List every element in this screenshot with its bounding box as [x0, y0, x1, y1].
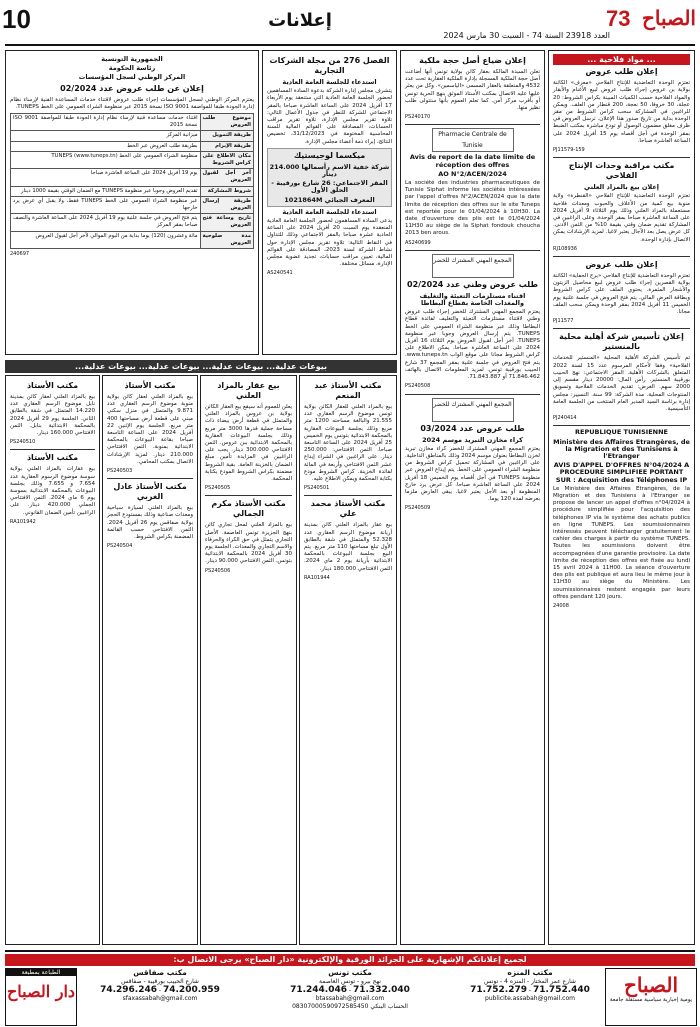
footer-logo-name: الصباح — [623, 973, 679, 997]
agri-notice3-title: إعلان طلب عروض — [585, 260, 658, 270]
office1-phone: 71.752.440 — [532, 985, 590, 995]
judicial-a2-body: بيع عقار بالمزاد العلني كائن بمدينة أريانة موضوع الرسم العقاري عدد 52.328 والمتمثل في شقة بالطابق الأول تبلغ مساحتها 110 متر مربع. يتم البيع بجلسة البيوعات بالمحكمة الابتدائية بأريانة يوم 2 ماي 2024. الثمن الافتتاحي 180.000 دينار. — [304, 522, 392, 572]
assembly2-title: استدعاء للجلسة العامة العادية — [282, 207, 377, 216]
rne-table-row — [11, 131, 254, 141]
gil-tender1-body: يعتزم المجمع المهني المشترك للخضر إجراء طلب عروض وطني لاقتناء مستلزمات التعبئة والتغليف لفائدة قطاع البطاطا وذلك عبر منظومة الشراء العمومي على الخط TUNEPS. يتم إرسال العروض وجوبا عبر منظومة TUNEPS. آخر أجل لقبول العروض يوم الثلاثاء 16 أفريل 2024 على الساعة العاشرة صباحا. يمكن الاطلاع على كراس الشروط مجانا على موقع الواب www.tuneps.tn. يتم فتح العروض في جلسة علنية بمقر المجمع 37 شارع الحبيب بورقيبة تونس. لمزيد المعلومات الاتصال بالهاتف 71.846.462 أو 71.843.887. — [405, 309, 540, 381]
rne-org: المركز الوطني لسجل المؤسسات — [78, 73, 186, 82]
judicial-c-body: بيع بالمزاد العلني لعقار كائن بولاية منوبة موضوع الرسم العقاري عدد 9.871 والمتمثل في منزل سكني مبني على قطعة أرض مساحتها 400 متر مربع. الجلسة يوم الإثنين 22 أفريل 2024 على الساعة التاسعة صباحا بقاعة البيوعات بالمحكمة الابتدائية بمنوبة. الثمن الافتتاحي 210.000 دينار. لمزيد الإرشادات الاتصال بمكتب المحامي. — [107, 394, 194, 465]
agri-notice2-title: مكتب مراقبة وحدات الإنتاج الفلاحي — [568, 161, 675, 181]
judicial-col-d — [5, 375, 100, 945]
rne-table-row — [11, 196, 254, 213]
rne-table-row — [11, 214, 254, 231]
rne-table-row — [11, 114, 254, 131]
rne-row-value: اقتناء خدمات مساعدة فنية لإرساء نظام إدارة الجودة طبقا للمواصفة ISO 9001 نسخة 2015 — [11, 114, 201, 131]
agri-notice3-ref: PJ11577 — [553, 318, 574, 325]
office1-email[interactable]: publicite.assabah@gmail.com — [485, 995, 575, 1002]
agri-notice1-ref: PJ11579-159 — [553, 147, 585, 154]
siphat-body: La société des industries pharmaceutiques de Tunisie Siphat informe les sociétés intéressées par l'appel d'offres N°2/ACEN/2024 que la date limite de réception des offres sur le site Tuneps est reportée pour le 01/04/2024 à 10H30. La date d'ouverture des plis est le 01/04/2024 11H30 au siège de la Siphat fondouk choucha 2013 ben arous. — [405, 180, 540, 237]
divider — [553, 256, 690, 257]
office1-name: مكتب المنزه — [507, 969, 553, 977]
rne-row-key: مكان الاطلاع على كراس الشروط — [200, 151, 253, 168]
assembly2-ref: AS240541 — [267, 270, 293, 277]
agri-notice2-ref: RJ108936 — [553, 245, 578, 252]
page-number: 10 — [2, 4, 31, 34]
rne-row-value: يتم فتح العروض في جلسة علنية يوم 19 أفريل 2024 على الساعة العاشرة والنصف صباحا بمقر المركز — [11, 214, 201, 231]
divider — [107, 478, 193, 479]
office3-fax: 74.296.246 — [100, 985, 157, 995]
ministry-notice — [553, 429, 690, 610]
rne-row-key: آخر أجل لقبول العروض — [200, 169, 253, 186]
office3-name: مكتب صفاقس — [133, 969, 187, 977]
column-assembly — [262, 50, 397, 355]
judicial-col-b — [200, 375, 297, 945]
column-tenders — [400, 50, 545, 945]
rne-table-row — [11, 151, 254, 168]
page-footer — [5, 950, 695, 1023]
footer-print-logo — [5, 968, 77, 1026]
judicial-c2-ref: PS240504 — [107, 543, 133, 550]
footer-print-name: دار الصباح — [6, 982, 76, 1001]
agri-notice2-body: تعتزم الوحدة التعاضدية للإنتاج الفلاحي «القنطرة» ولاية منوبة بيع كمية من الأعلاف والحبوب ومعدات فلاحية مستعملة بالمزاد العلني وذلك يوم الثلاثاء 9 أفريل 2024 على الساعة العاشرة صباحا بمقر الوحدة. وعلى الراغبين في المشاركة تقديم ضمان وقتي بقيمة 10% من الثمن الأدنى. كل عرض يصل بعد الآجال يعتبر لاغيا. لمزيد الإرشادات يمكن الاتصال بإدارة الوحدة. — [553, 193, 690, 243]
rne-table-row — [11, 141, 254, 151]
association-notice-title: إعلان تأسيس شركة أهلية محلية بالمنستير — [559, 332, 684, 352]
judicial-d2-title: مكتب الأستاذ — [26, 453, 79, 463]
ministry-title: Ministère des Affaires Etrangères, de la Migration et des Tunisiens à l'Etranger — [553, 437, 690, 460]
judicial-d2-ref: RA101942 — [10, 518, 36, 525]
judicial-d-title: مكتب الأستاذ — [26, 381, 79, 390]
judicial-a2-title: مكتب الأستاذ محمد علي — [310, 499, 386, 519]
divider — [553, 425, 690, 426]
association-notice-body: تم تأسيس الشركة الأهلية المحلية «المنستير للخدمات الفلاحية» وفقا لأحكام المرسوم عدد 15 لسنة 2022 المتعلق بالشركات الأهلية. المقر الاجتماعي: نهج الحبيب بورقيبة المنستير. رأس المال: 20000 دينار مقسم إلى 2000 سهم. الغرض: تقديم الخدمات الفلاحية وتسويق المنتوجات المحلية. مدة الشركة: 99 سنة. التسيير: مجلس إدارة برئاسة السيد المدير العام المنتخب من الجلسة العامة التأسيسية. — [553, 355, 691, 412]
assembly-body: يتشرف مجلس إدارة الشركة بدعوة السادة المساهمين لحضور الجلسة العامة العادية التي ستنعقد يوم الأربعاء 17 أفريل 2024 على الساعة العاشرة صباحا بالمقر الاجتماعي للشركة للنظر في جدول الأعمال التالي: تلاوة تقرير مجلس الإدارة، تلاوة تقرير مراقب الحسابات، المصادقة على القوائم المالية للسنة المحاسبية المختومة في 31/12/2023، تخصيص النتائج، إبراء ذمة أعضاء مجلس الإدارة. — [267, 88, 392, 145]
assembly-sub: استدعاء للجلسة العامة العادية — [282, 78, 377, 86]
footer-logo-tagline: يومية إخبارية سياسية مستقلة جامعة — [609, 997, 693, 1003]
rne-row-value: تقديم العروض وجوبا عبر منظومة TUNEPS مع الضمان الوقتي بقيمة 1000 دينار — [11, 186, 201, 196]
rne-title: إعلان عن طلب عروض عدد 02/2024 — [60, 83, 204, 93]
bank-account: الحساب البنكي 08307000590972585450 — [292, 1003, 408, 1010]
lost-deed-body: تعلن السيدة المالكة بعقار كائن بولاية تونس أنها أضاعت أصل حجة الملكية المسجلة بإدارة الملكية العقارية تحت عدد 4532 والمتعلقة بالعقار المسمى «الياسمين». وكل من يعثر عليها عليه الاتصال بمكتب الأستاذ الموثق بنهج الحرية تونس أو بأقرب مركز أمن. كما تعلم العموم بأنها ستتولى طلب نظير منها. — [405, 69, 540, 112]
company-address: المقر الاجتماعي: 26 شارع بورقيبة - الحلق الأول — [271, 179, 388, 195]
siphat-title: Avis de report de la date limite de réception des offres — [409, 153, 536, 169]
office1-address: شارع عمر المختار - المنزه 4 - تونس — [484, 978, 576, 985]
office3-address: شارع الحبيب بورقيبة - صفاقس — [121, 978, 199, 985]
agri-notice1-title: إعلان طلب عروض — [585, 67, 658, 77]
divider — [10, 449, 95, 450]
company-meta: شركة خفية الاسم رأسمالها 214.000 دينار — [269, 162, 390, 179]
judicial-b-ref: PS240505 — [205, 485, 231, 492]
judicial-band — [5, 360, 397, 372]
agri-notice3-body: تعتزم الوحدة التعاضدية للإنتاج الفلاحي «برج الحفاية» الكائنة بولاية القصرين إجراء طلب عروض لبيع محاصيل الزيتون والأشجار المثمرة. يحتوي الملف على كراس الشروط وبطاقة العرض المالي. يتم فتح العروض في جلسة علنية يوم الخميس 11 أفريل 2024 بمقر الوحدة ويمكن سحب الملف مجانا. — [553, 273, 691, 316]
rne-intro: يعتزم المركز الوطني لسجل المؤسسات إجراء طلب عروض لاقتناء خدمات المساعدة الفنية لإرساء نظام إدارة الجودة طبقا للمواصفة ISO 9001 نسخة 2015 عبر منظومة الشراء العمومي على الخط TUNEPS. — [10, 96, 254, 110]
rne-row-value: منظومة الشراء العمومي على الخط TUNEPS (www.tuneps.tn) — [11, 151, 201, 168]
rne-row-value: ميزانية المركز — [11, 131, 201, 141]
rne-table — [10, 113, 254, 249]
judicial-col-c — [102, 375, 198, 945]
rne-row-key: مدة صلوحية العروض — [200, 231, 253, 248]
office2-phone: 71.332.040 — [352, 985, 410, 995]
office3-phone: 74.200.959 — [162, 985, 220, 995]
office2-address: نهج بيرو - تونس العاصمة — [319, 978, 381, 985]
divider — [304, 495, 392, 496]
gil-tender2-sub: كراء مخازن التبريد موسم 2024 — [422, 435, 523, 444]
rne-row-key: طريقة الإبرام — [200, 141, 253, 151]
office2-name: مكتب تونس — [328, 969, 372, 977]
siphat-ref: AS240699 — [405, 239, 431, 246]
judicial-c2-body: بيع بالمزاد العلني لسيارة سياحية ومعدات صناعية وذلك بمستودع الحجز بولاية صفاقس يوم 26 أفريل 2024. الثمن الافتتاحي حسب القائمة المضمنة بكراس الشروط. — [107, 505, 194, 541]
rne-table-row — [11, 186, 254, 196]
judicial-d-body: بيع بالمزاد العلني لعقار كائن بمدينة نابل موضوع الرسم العقاري عدد 14.220 المتمثل في شقة بالطابق الثاني. الجلسة يوم 29 أفريل 2024 بالمحكمة الابتدائية بنابل. الثمن الافتتاحي 160.000 دينار. — [10, 394, 95, 437]
rne-row-value: بطريقة طلب العروض عبر الخط — [11, 141, 201, 151]
rne-row-key: موضوع طلب العروض — [200, 114, 253, 131]
divider — [553, 328, 690, 329]
judicial-c-ref: PS240503 — [107, 468, 133, 475]
footer-print-tagline: الطباعة بمطبعة — [6, 969, 76, 976]
rne-row-value: عبر منظومة الشراء العمومي على الخط TUNEPS فقط، ولا يقبل أي عرض يرد خارجها — [11, 196, 201, 213]
judicial-c2-title: مكتب الأستاذ عادل الغربي — [113, 482, 187, 502]
divider — [553, 157, 690, 158]
siphat-sub: AO N°2/ACEN/2024 — [438, 169, 507, 178]
office2-fax: 71.244.046 — [290, 985, 347, 995]
association-notice-ref: PJ240414 — [553, 415, 577, 422]
rne-row-value: مائة وعشرون (120) يوما بداية من اليوم الموالي لآخر أجل لقبول العروض — [11, 231, 201, 248]
gil-tender2-ref: PS240509 — [405, 505, 431, 512]
siphat-logo: Pharmacie Centrale de Tunisie — [432, 128, 514, 152]
lost-deed-ref: PS240170 — [405, 114, 431, 121]
judicial-b2-ref: PS240506 — [205, 567, 231, 574]
masthead-logo-text: الصباح — [641, 6, 696, 30]
footer-band: لجميع إعلاناتكم الإشهارية على الجرائد الورقية والإلكترونية «دار الصباح» يرجى الاتصال ب: — [5, 954, 695, 966]
ministry-body: Le Ministère des Affaires Etrangères, de la Migration et des Tunisiens à l'Etranger se propose de lancer un appel d'offres n°04/2024 à procédure simplifiée pour l'acquisition des téléphones IP via le système des achats publics en ligne TUNEPS. Les soumissionnaires intéressés peuvent télécharger gratuitement le cahier des charges à partir du système TUNEPS. Toutes les soumissions doivent être accompagnées d'une garantie provisoire. La date limite de réception des offres est fixée au lundi 15 avril 2024 à 11H00. La séance d'ouverture des plis est publique et aura lieu le même jour à 11H30 au siège du Ministère. Les soumissionnaires restent engagés par leurs offres pendant 120 jours. — [553, 485, 690, 600]
company-box — [267, 148, 392, 207]
judicial-b2-title: مكتب الأستاذ مكرم الجمالي — [211, 499, 286, 519]
office1-fax: 71.752.279 — [470, 985, 527, 995]
ministry-header: REPUBLIQUE TUNISIENNE — [575, 428, 668, 437]
judicial-a-body: بيع بالمزاد العلني للعقار الكائن بولاية تونس موضوع الرسم العقاري عدد 21.555 والبالغة مساحته 1200 متر مربع وذلك بجلسة البيوعات العقارية بالمحكمة الابتدائية بتونس يوم الخميس 25 أفريل 2024 على الساعة التاسعة صباحا. الثمن الافتتاحي: 250.000 دينار. على الراغبين في الشراء إيداع عشر الثمن الافتتاحي وأربعة في المائة لفائدة الخزينة. كراس الشروط مودع بكتابة المحكمة ويمكن الاطلاع عليه. — [304, 404, 393, 483]
judicial-col-a — [299, 375, 397, 945]
judicial-a-ref: PS240501 — [304, 485, 330, 492]
rne-table-row — [11, 231, 254, 248]
ministry-ref: 24008 — [553, 602, 569, 609]
divider — [205, 495, 292, 496]
gil-tender1-ref: PS240508 — [405, 383, 431, 390]
column-agri-notices — [548, 50, 695, 945]
gil-tender2-title: طلب عروض عدد 03/2024 — [420, 423, 525, 433]
gil-logo-2: المجمع المهني المشترك للخضر — [432, 398, 514, 422]
masthead-logo — [606, 6, 696, 36]
agri-notice1-body: تعتزم الوحدة التعاضدية للإنتاج الفلاحي «معرف» الكائنة بولاية بن عروس إجراء طلب عروض لبيع الأغنام والأبقار والمواد الفلاحية حسب الكميات المبينة بكراس الشروط: 20 عجلة، 30 خروفا، 50 نعجة، 200 قنطار من العلف. ويمكن للراغبين في المشاركة سحب كراس الشروط من مقر الوحدة بداية من تاريخ صدور هذا الإعلان. ترسل العروض في ظرف مغلق مضمون الوصول أو تودع مباشرة بمكتب الضبط بمقر الوحدة في أجل أقصاه يوم 15 أفريل 2024 على الساعة العاشرة صباحا. — [553, 80, 690, 144]
rne-header: الجمهورية التونسية — [101, 55, 163, 63]
siphat-notice — [405, 154, 540, 246]
lost-deed-title: إعلان ضياع أصل حجة ملكية — [419, 56, 526, 65]
rne-row-key: شروط المشاركة — [200, 186, 253, 196]
company-rc: المعرف الجبائي 1021864M — [284, 195, 375, 204]
divider — [405, 124, 540, 125]
rne-ref: 240697 — [10, 251, 30, 258]
issue-line: العدد 23918 السنة 74 - السبت 30 مارس 2024 — [443, 31, 610, 40]
agri-band: ... مواد فلاحية ... — [553, 54, 690, 65]
judicial-b-title: بيع عقار بالمزاد العلني — [217, 381, 280, 400]
gil-tender1-sub: اقتناء مستلزمات التعبئة والتغليف والمعدات الخاصة بقطاع البطاطا — [419, 291, 526, 308]
judicial-a2-ref: RA101944 — [304, 574, 330, 581]
judicial-b-body: يعلن للعموم أنه سيقع بيع العقار الكائن بولاية بن عروس بالمزاد العلني والمتمثل في قطعة أرض بيضاء ذات مساحة جملية قدرها 3000 متر مربع وذلك بجلسة البيوعات العقارية بالمحكمة الابتدائية ببن عروس. الثمن الافتتاحي 300.000 دينار. يجب على الراغبين في المزايدة تأمين مبلغ الضمان بالخزينة العامة. بقية الشروط مضمنة بكراس الشروط المودع بكتابة المحكمة. — [205, 404, 292, 483]
section-title: إعلانات — [268, 10, 332, 31]
ministry-sub: AVIS D'APPEL D'OFFRES N°04/2024 A PROCEDURE SIMPLIFIEE PORTANT SUR : Acquisition des Téléphones IP — [553, 461, 690, 484]
rne-header2: رئاسة الحكومة — [108, 64, 156, 73]
rne-row-value: يوم 19 أفريل 2024 على الساعة العاشرة صباحا — [11, 169, 201, 186]
office-sfax: مكتب صفاقس شارع الحبيب بورقيبة - صفاقس 74.200.959 - 74.296.246 sfaxassabah@gmail.com — [100, 969, 220, 1002]
judicial-b2-body: بيع بالمزاد العلني لمحل تجاري كائن بنهج الجزيرة تونس العاصمة. الأصل التجاري يتمثل في حق الكراء والحرفاء والاسم التجاري والمعدات. الجلسة يوم 30 أفريل 2024 بالمحكمة الابتدائية بتونس. الثمن الافتتاحي 90.000 دينار. — [205, 522, 293, 565]
divider — [405, 394, 540, 395]
assembly2-body: يدعى السادة المساهمون لحضور الجلسة العامة العادية المنعقدة يوم السبت 20 أفريل 2024 على الساعة الحادية عشرة صباحا بالمقر الاجتماعي وذلك للتداول في النقاط التالية: تلاوة تقرير مجلس الإدارة حول نشاط الشركة لسنة 2023، المصادقة على القوائم المالية، تعيين مراقب حسابات، تجديد عضوية مجلس الإدارة، مسائل مختلفة. — [267, 218, 392, 268]
gil-tender2-body: يعتزم المجمع المهني المشترك للخضر كراء مخازن تبريد لخزن البطاطا بعنوان موسم 2024 وذلك بالمناطق الداخلية. على الراغبين في المشاركة تحميل كراس الشروط من منظومة الشراء العمومي على الخط. يتم إيداع العروض عبر منظومة TUNEPS في أجل أقصاه يوم الخميس 18 أفريل 2024 على الساعة العاشرة صباحا. كل عرض يرد خارج المنظومة أو بعد الأجل يعتبر لاغيا. يبقى العارض ملزما بعرضه لمدة 120 يوما. — [405, 445, 540, 503]
gil-logo: المجمع المهني المشترك للخضر — [432, 254, 514, 278]
company-name: ميكسما لوجيستيك — [293, 150, 366, 160]
agri-notice2-sub: إعلان بيع بالمزاد العلني — [584, 183, 659, 192]
judicial-band-text: بيوعات عدلية... بيوعات عدلية... بيوعات عدلية... بيوعات عدلية... — [5, 360, 397, 373]
judicial-c-title: مكتب الأستاذ — [124, 381, 176, 390]
rne-table-row — [11, 169, 254, 186]
rne-row-key: طريقة إرسال العروض — [200, 196, 253, 213]
office2-email[interactable]: btassabah@gmail.com — [315, 995, 385, 1002]
divider — [405, 250, 540, 251]
masthead-logo-number: 73 — [606, 6, 631, 31]
judicial-a-title: مكتب الأستاذ عبد المنعم — [314, 381, 382, 400]
judicial-d-ref: PS240510 — [10, 439, 36, 446]
assembly-title: الفصل 276 من مجلة الشركات التجارية — [269, 56, 390, 75]
judicial-d2-body: بيع عقارات بالمزاد العلني بولاية سوسة موضوع الرسوم العقارية عدد 7.654 و 7.655 وذلك بجلسة البيوعات بالمحكمة الابتدائية بسوسة يوم 6 ماي 2024. الثمن الافتتاحي الجملي 420.000 دينار. على الراغبين تأمين الضمان القانوني. — [10, 466, 96, 516]
rne-row-key: تاريخ وساعة فتح العروض — [200, 214, 253, 231]
footer-logo — [605, 968, 697, 1026]
office-tunis: مكتب تونس نهج بيرو - تونس العاصمة 71.332.040 - 71.244.046 btassabah@gmail.com الحساب البنكي 08307000590972585450 — [290, 969, 410, 1010]
header-rule — [5, 44, 695, 46]
office3-email[interactable]: sfaxassabah@gmail.com — [122, 995, 198, 1002]
gil-tender1-title: طلب عروض وطني عدد 02/2024 — [407, 279, 538, 289]
office-menzah: مكتب المنزه شارع عمر المختار - المنزه 4 - تونس 71.752.440 - 71.752.279 publicite.assabah@gmail.com — [470, 969, 590, 1002]
rne-row-key: طريقة التمويل — [200, 131, 253, 141]
column-rne-tender — [5, 50, 259, 355]
